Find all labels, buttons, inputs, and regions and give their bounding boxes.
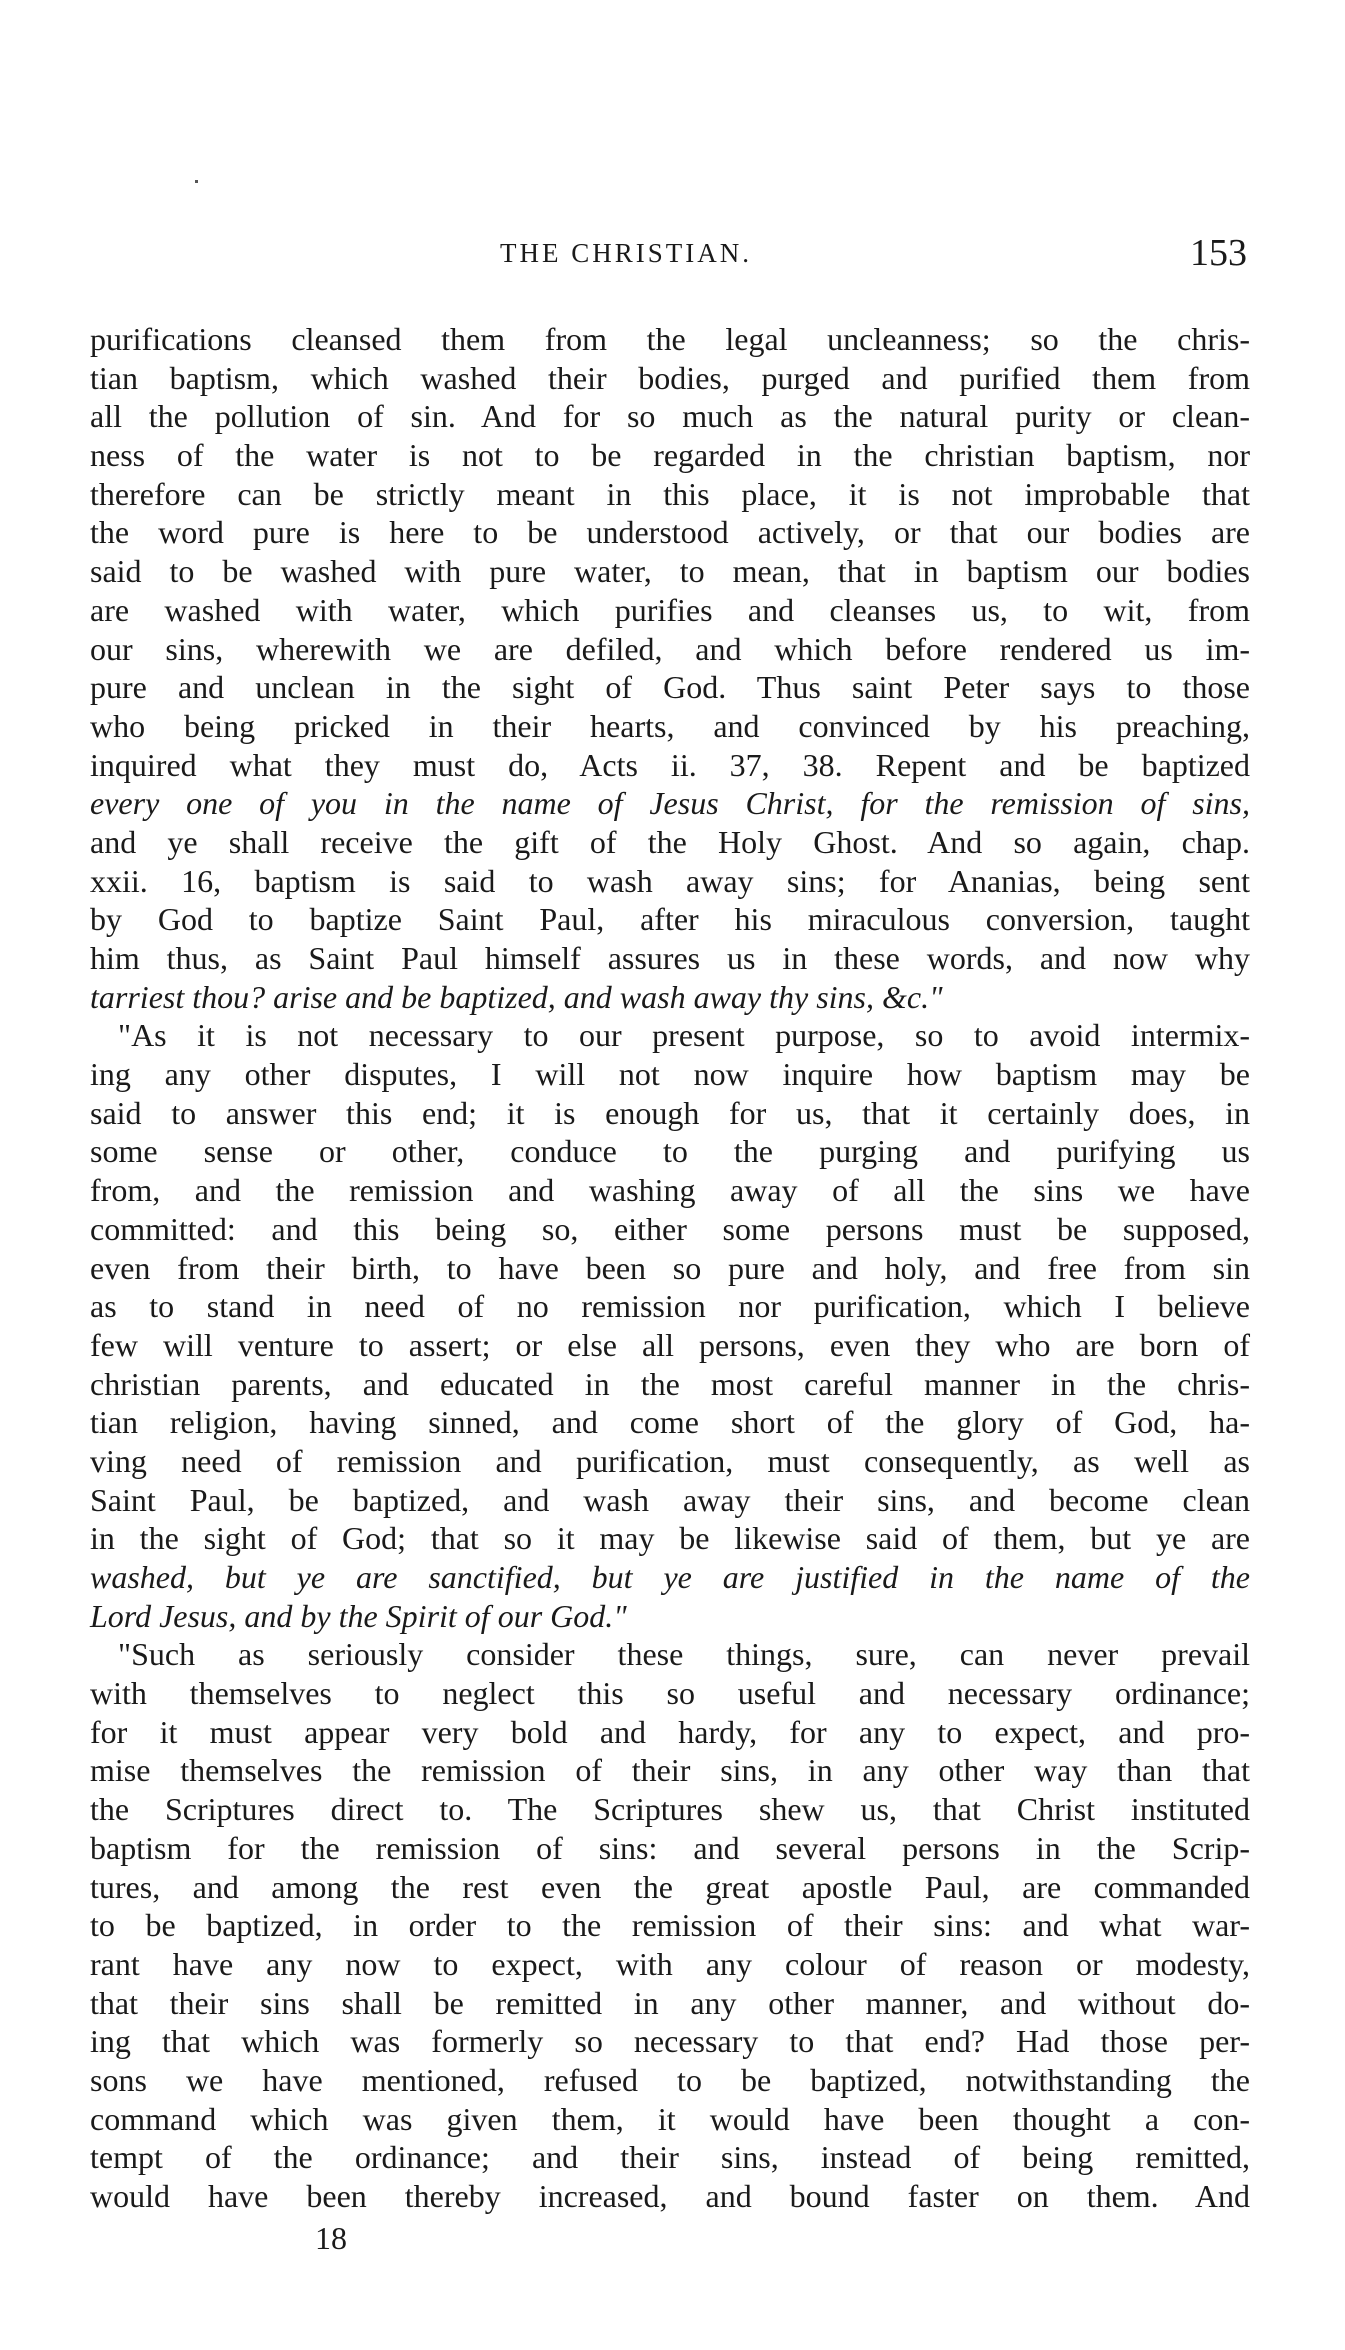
text-line: rant have any now to expect, with any colour of reason or modesty,: [90, 1945, 1250, 1982]
text-line: tempt of the ordinance; and their sins, instead of being remitted,: [90, 2139, 1250, 2176]
running-title: THE CHRISTIAN.: [500, 238, 752, 268]
text-line: few will venture to assert; or else all persons, even they who are born of: [90, 1326, 1250, 1363]
text-line: every one of you in the name of Jesus Christ, for the remission of sins,: [90, 785, 1250, 822]
text-line: that their sins shall be remitted in any other manner, and without do-: [90, 1984, 1250, 2021]
text-line: christian parents, and educated in the most careful manner in the chris-: [90, 1365, 1250, 1402]
text-line: inquired what they must do, Acts ii. 37, 38. Repent and be baptized: [90, 746, 1250, 783]
text-line: "Such as seriously consider these things, sure, can never prevail: [118, 1636, 1250, 1673]
text-line: to be baptized, in order to the remission of their sins: and what war-: [90, 1907, 1250, 1944]
text-line: said to answer this end; it is enough for us, that it certainly does, in: [90, 1094, 1250, 1131]
text-line: xxii. 16, baptism is said to wash away sins; for Ananias, being sent: [90, 862, 1250, 899]
text-line: Saint Paul, be baptized, and wash away their sins, and become clean: [90, 1481, 1250, 1518]
text-line: him thus, as Saint Paul himself assures us in these words, and now why: [90, 940, 1250, 976]
text-line: washed, but ye are sanctified, but ye are justified in the name of the: [90, 1559, 1250, 1595]
text-line: tarriest thou? arise and be baptized, and wash away thy sins, &c.": [90, 978, 943, 1015]
text-line: who being pricked in their hearts, and convinced by his preaching,: [90, 707, 1250, 744]
text-line: "As it is not necessary to our present purpose, so to avoid intermix-: [118, 1017, 1250, 1054]
text-line: even from their birth, to have been so pure and holy, and free from sin: [90, 1249, 1250, 1286]
text-line: as to stand in need of no remission nor purification, which I believe: [90, 1288, 1250, 1325]
text-line: by God to baptize Saint Paul, after his miraculous conversion, taught: [90, 901, 1250, 938]
ink-speck: [195, 180, 198, 183]
text-line: baptism for the remission of sins: and several persons in the Scrip-: [90, 1829, 1250, 1866]
text-line: Lord Jesus, and by the Spirit of our God.": [90, 1597, 627, 1634]
running-head: [0, 228, 1345, 278]
text-line: from, and the remission and washing away of all the sins we have: [90, 1172, 1250, 1209]
text-line: the Scriptures direct to. The Scriptures shew us, that Christ instituted: [90, 1791, 1250, 1828]
page-number: 153: [1190, 232, 1247, 274]
text-line: in the sight of God; that so it may be likewise said of them, but ye are: [90, 1520, 1250, 1557]
text-line: ing that which was formerly so necessary to that end? Had those per-: [90, 2023, 1250, 2060]
text-line: with themselves to neglect this so useful and necessary ordinance;: [90, 1675, 1250, 1712]
text-line: all the pollution of sin. And for so much as the natural purity or clean-: [90, 398, 1250, 435]
text-line: said to be washed with pure water, to mean, that in baptism our bodies: [90, 553, 1250, 590]
text-line: some sense or other, conduce to the purging and purifying us: [90, 1133, 1250, 1170]
text-line: ing any other disputes, I will not now inquire how baptism may be: [90, 1056, 1250, 1093]
text-line: tian baptism, which washed their bodies, purged and purified them from: [90, 359, 1250, 396]
text-line: ving need of remission and purification, must consequently, as well as: [90, 1442, 1250, 1479]
body-text: [90, 320, 1250, 2216]
text-line: ness of the water is not to be regarded in the christian baptism, nor: [90, 437, 1250, 474]
text-line: purifications cleansed them from the legal uncleanness; so the chris-: [90, 321, 1250, 357]
text-line: therefore can be strictly meant in this place, it is not improbable that: [90, 475, 1250, 512]
text-line: pure and unclean in the sight of God. Thus saint Peter says to those: [90, 669, 1250, 706]
text-line: command which was given them, it would have been thought a con-: [90, 2100, 1250, 2137]
text-line: mise themselves the remission of their sins, in any other way than that: [90, 1752, 1250, 1789]
text-line: would have been thereby increased, and bound faster on them. And: [90, 2178, 1250, 2214]
text-line: for it must appear very bold and hardy, for any to expect, and pro-: [90, 1713, 1250, 1750]
text-line: our sins, wherewith we are defiled, and which before rendered us im-: [90, 630, 1250, 667]
text-line: and ye shall receive the gift of the Holy Ghost. And so again, chap.: [90, 823, 1250, 860]
signature-mark: 18: [315, 2220, 347, 2256]
text-line: are washed with water, which purifies and cleanses us, to wit, from: [90, 591, 1250, 628]
text-line: the word pure is here to be understood actively, or that our bodies are: [90, 514, 1250, 551]
text-line: tures, and among the rest even the great apostle Paul, are commanded: [90, 1868, 1250, 1905]
text-line: tian religion, having sinned, and come short of the glory of God, ha-: [90, 1404, 1250, 1441]
text-line: sons we have mentioned, refused to be baptized, notwithstanding the: [90, 2061, 1250, 2098]
text-line: committed: and this being so, either some persons must be supposed,: [90, 1210, 1250, 1247]
